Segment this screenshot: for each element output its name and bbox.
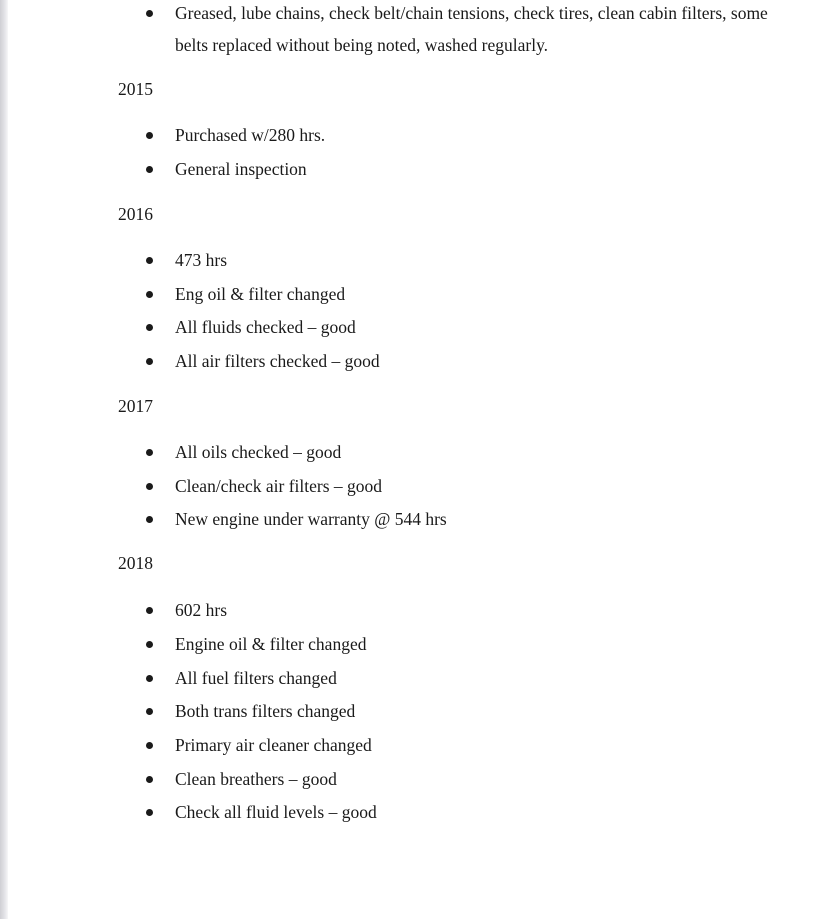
section-year-2015: 2015 [118,79,153,99]
section-year-2016: 2016 [118,204,153,224]
list-item: Greased, lube chains, check belt/chain tensions, check tires, clean cabin filters, some [175,3,768,23]
list-item: All fluids checked – good [175,317,356,337]
list-item: Check all fluid levels – good [175,802,377,822]
list-bullet [146,257,153,264]
list-bullet [146,708,153,715]
list-bullet [146,358,153,365]
list-bullet [146,516,153,523]
list-item: All oils checked – good [175,442,342,462]
list-bullet [146,166,153,173]
list-item: Primary air cleaner changed [175,735,372,755]
list-bullet [146,607,153,614]
list-bullet [146,10,153,17]
list-item: 473 hrs [175,250,228,270]
list-item: Clean/check air filters – good [175,476,383,496]
list-item: New engine under warranty @ 544 hrs [175,509,447,529]
list-bullet [146,324,153,331]
list-item: Engine oil & filter changed [175,634,367,654]
list-bullet [146,675,153,682]
list-item: 602 hrs [175,600,228,620]
page-edge-shadow [0,0,8,919]
list-bullet [146,809,153,816]
list-bullet [146,483,153,490]
list-item-continuation: belts replaced without being noted, washed regularly. [175,35,549,55]
list-item: All air filters checked – good [175,351,380,371]
list-bullet [146,742,153,749]
section-year-2018: 2018 [118,553,153,573]
list-item: Eng oil & filter changed [175,284,346,304]
list-item: All fuel filters changed [175,668,337,688]
document-page [8,0,828,919]
list-item: Purchased w/280 hrs. [175,125,326,145]
list-item: Both trans filters changed [175,701,356,721]
list-item: Clean breathers – good [175,769,337,789]
list-bullet [146,641,153,648]
list-bullet [146,132,153,139]
list-item: General inspection [175,159,307,179]
list-bullet [146,291,153,298]
list-bullet [146,449,153,456]
section-year-2017: 2017 [118,396,153,416]
list-bullet [146,776,153,783]
